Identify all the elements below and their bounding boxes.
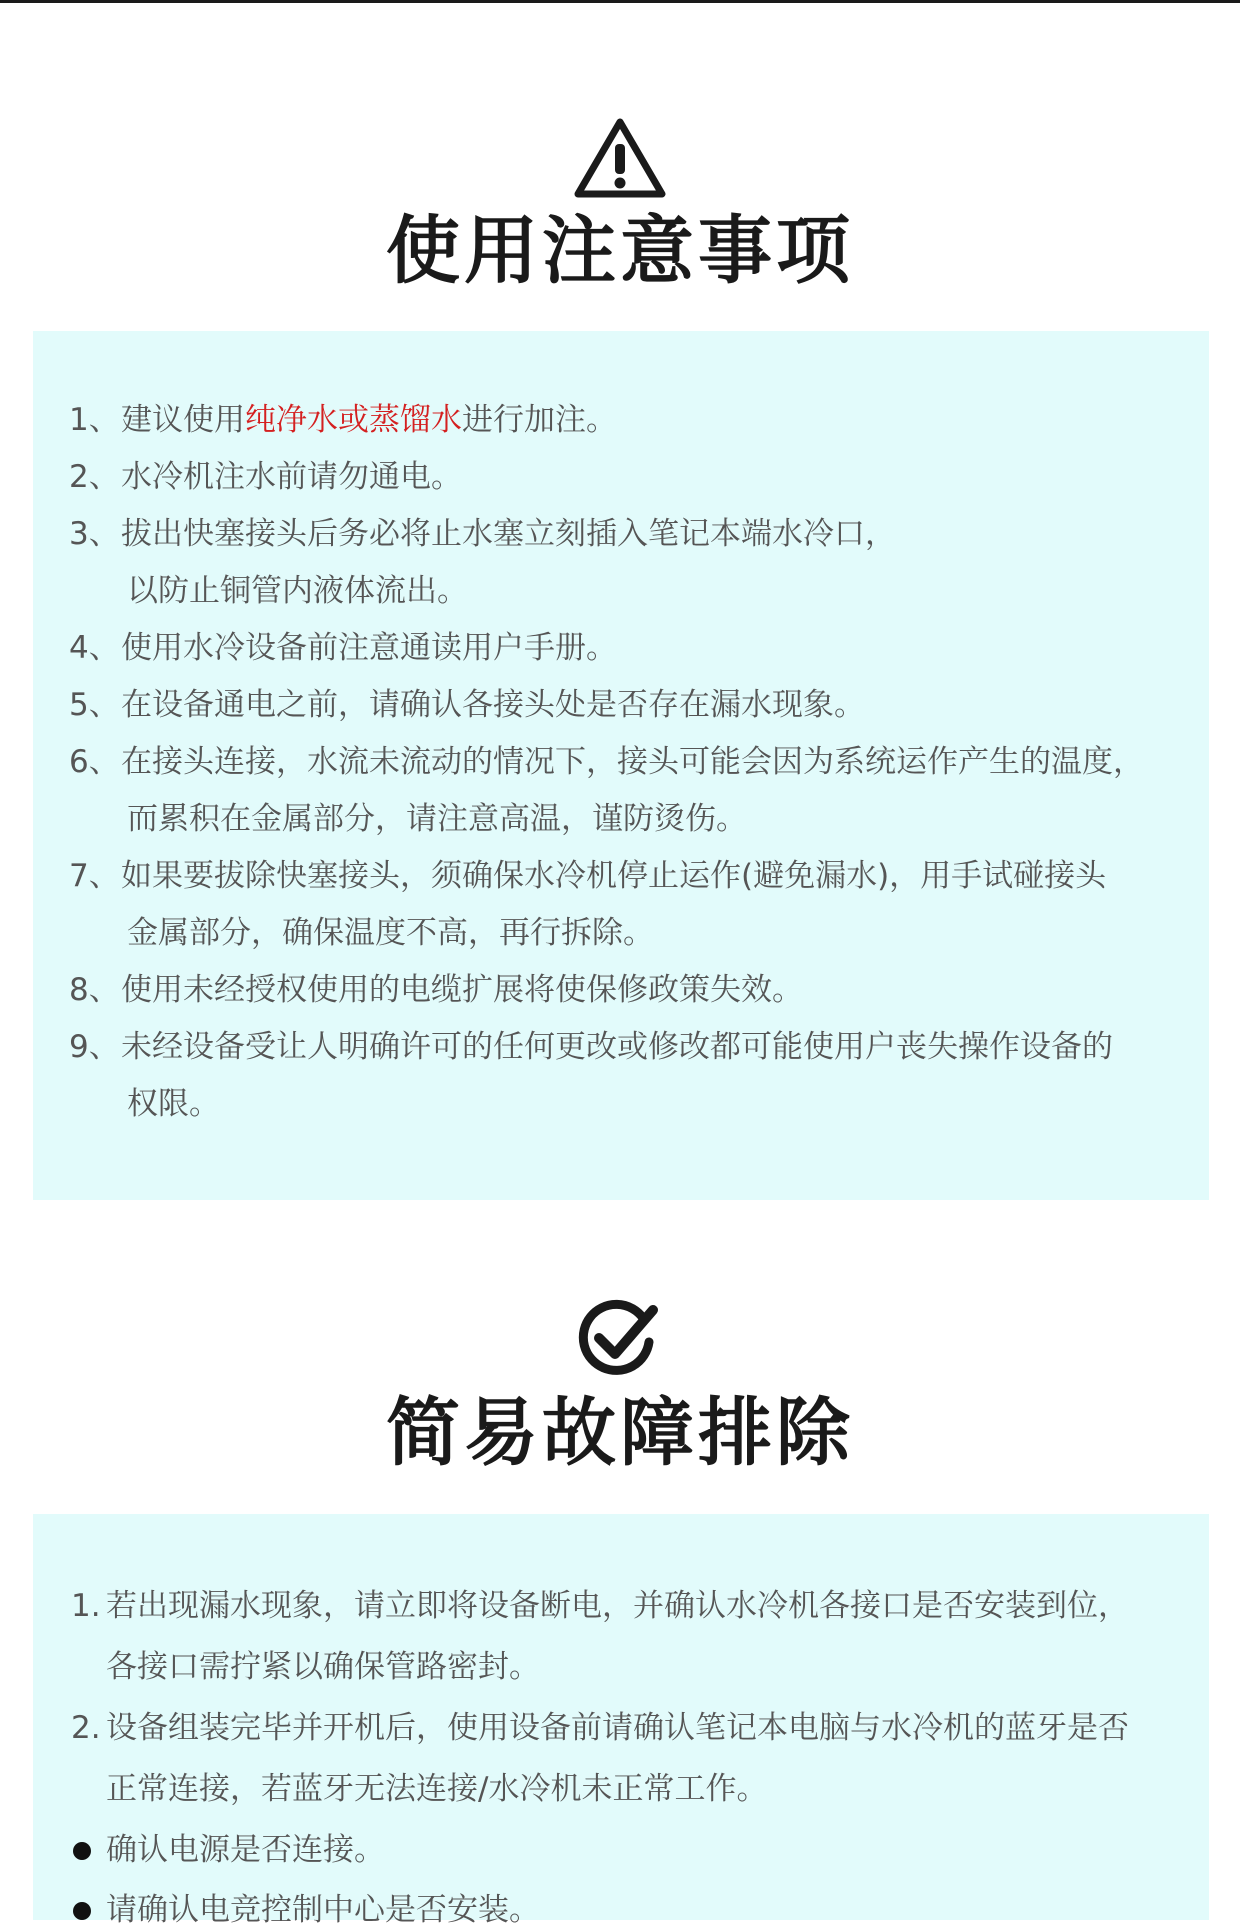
precautions-panel: 1、 建议使用纯净水或蒸馏水进行加注。 2、 水冷机注水前请勿通电。 3、 拔出快塞接头后务必将止水塞立刻插入笔记本端水冷口， 以防止铜管内液体流出。 4、 使用水冷设备前注意通读用户手册。 5、 在设备通电之前，请确认各接头处是否存在漏水现象。 6、 在接头连接，水流未流动的情况下，接头可能会因为系统运作产生的温度， 而累积在金属部分，请注意高温，谨防烫伤。 7、 如果要拔除快塞接头，须确保水冷机停止运作(避免漏水)，用手试碰接头 金属部分，确保温度不高，再行拆除。 8、 使用未经授权使用的电缆扩展将使保修政策失效。 9、 未经设备受让人明确许可的任何更改或修改都可能使用户丧失操作设备的 权限。 [33, 331, 1209, 1200]
bullet-icon [73, 1842, 91, 1860]
top-divider [0, 0, 1240, 3]
bullet-icon [73, 1902, 91, 1920]
page-title-precautions: 使用注意事项 [386, 208, 854, 294]
warning-icon [573, 116, 667, 200]
check-circle-icon [577, 1298, 663, 1380]
highlight-water-type: 纯净水或蒸馏水 [245, 402, 462, 438]
precautions-header [0, 116, 1240, 294]
page-title-troubleshooting: 简易故障排除 [386, 1390, 854, 1476]
troubleshooting-panel: 1. 若出现漏水现象，请立即将设备断电，并确认水冷机各接口是否安装到位， 各接口需拧紧以确保管路密封。 2. 设备组装完毕并开机后，使用设备前请确认笔记本电脑与水冷机的蓝牙是否 正常连接，若蓝牙无法连接/水冷机未正常工作。 确认电源是否连接。 请确认电竞控制中心是否安装。 [33, 1514, 1209, 1920]
troubleshooting-header [0, 1298, 1240, 1476]
